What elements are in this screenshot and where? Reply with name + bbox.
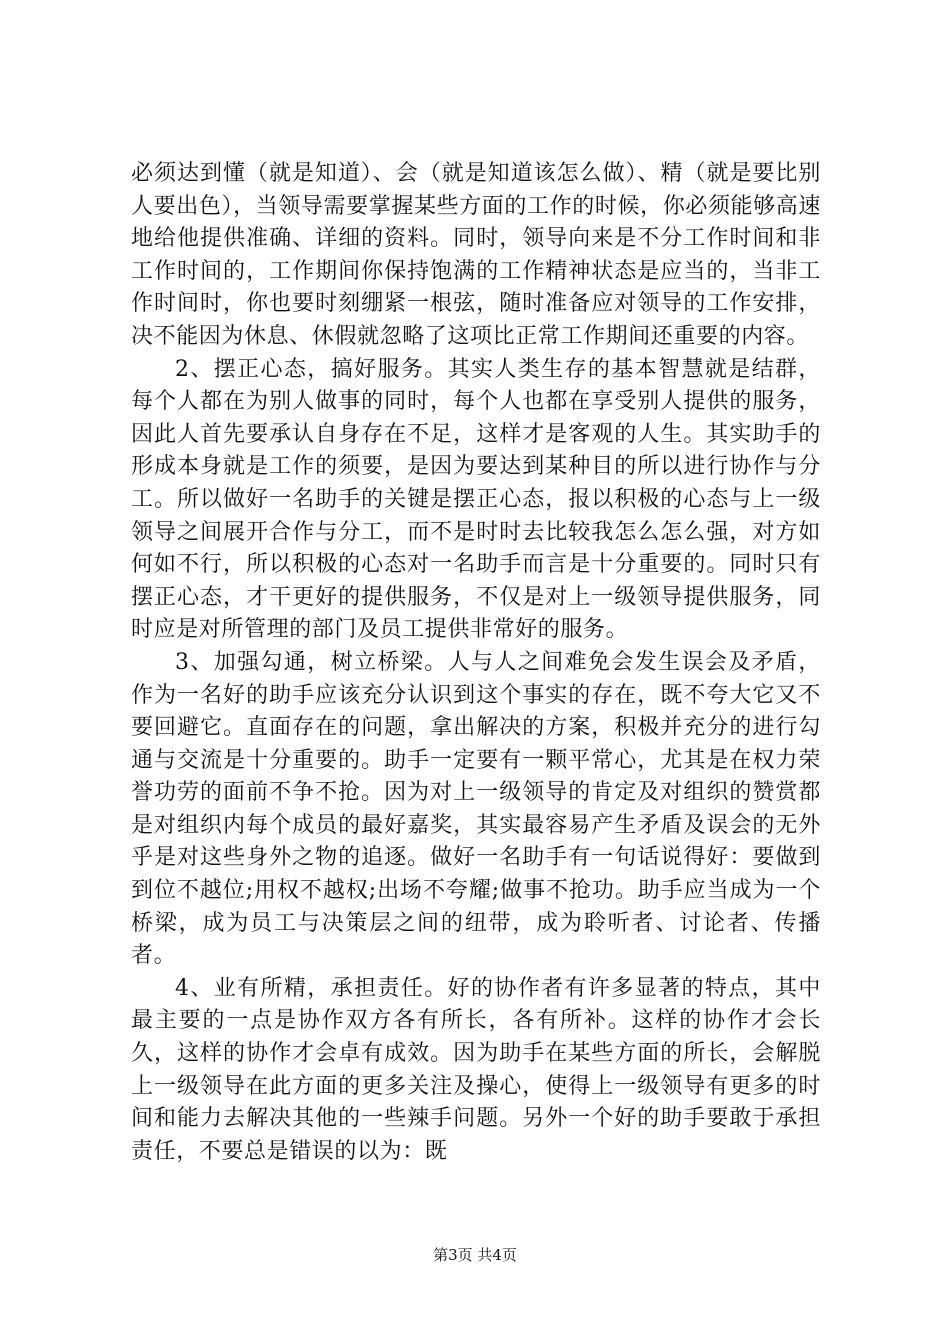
paragraph-1: 必须达到懂（就是知道）、会（就是知道该怎么做）、精（就是要比别人要出色），当领导需要掌握某些方面的工作的时候，你必须能够高速地给他提供准确、详细的资料。同时，领导向来是不分工作时间和非工作时间的，工作期间你保持饱满的工作精神状态是应当的，当非工作时间时，你也要时刻绷紧一根弦，随时准备应对领导的工作安排，决不能因为休息、休假就忽略了这项比正常工作期间还重要的内容。 [131,161,821,349]
paragraph-3: 3、加强勾通，树立桥梁。人与人之间难免会发生误会及矛盾，作为一名好的助手应该充分认识到这个事实的存在，既不夸大它又不要回避它。直面存在的问题，拿出解决的方案，积极并充分的进行勾通与交流是十分重要的。助手一定要有一颗平常心，尤其是在权力荣誉功劳的面前不争不抢。因为对上一级领导的肯定及对组织的赞赏都是对组织内每个成员的最好嘉奖，其实最容易产生矛盾及误会的无外乎是对这些身外之物的追逐。做好一名助手有一句话说得好：要做到到位不越位;用权不越权;出场不夸耀;做事不抢功。助手应当成为一个桥梁，成为员工与决策层之间的纽带，成为聆听者、讨论者、传播者。 [131,649,821,969]
body-text [131,158,821,1168]
paragraph-2: 2、摆正心态，搞好服务。其实人类生存的基本智慧就是结群，每个人都在为别人做事的同时，每个人也都在享受别人提供的服务，因此人首先要承认自身存在不足，这样才是客观的人生。其实助手的形成本身就是工作的须要，是因为要达到某种目的所以进行协作与分工。所以做好一名助手的关键是摆正心态，报以积极的心态与上一级领导之间展开合作与分工，而不是时时去比较我怎么怎么强，对方如何如不行，所以积极的心态对一名助手而言是十分重要的。同时只有摆正心态，才干更好的提供服务，不仅是对上一级领导提供服务，同时应是对所管理的部门及员工提供非常好的服务。 [131,356,821,643]
page-footer: 第3页 共4页 [433,1246,517,1264]
paragraph-4: 4、业有所精，承担责任。好的协作者有许多显著的特点，其中最主要的一点是协作双方各有所长，各有所补。这样的协作才会长久，这样的协作才会卓有成效。因为助手在某些方面的所长，会解脱上一级领导在此方面的更多关注及操心，使得上一级领导有更多的时间和能力去解决其他的一些辣手问题。另外一个好的助手要敢于承担责任，不要总是错误的以为：既 [131,975,821,1164]
